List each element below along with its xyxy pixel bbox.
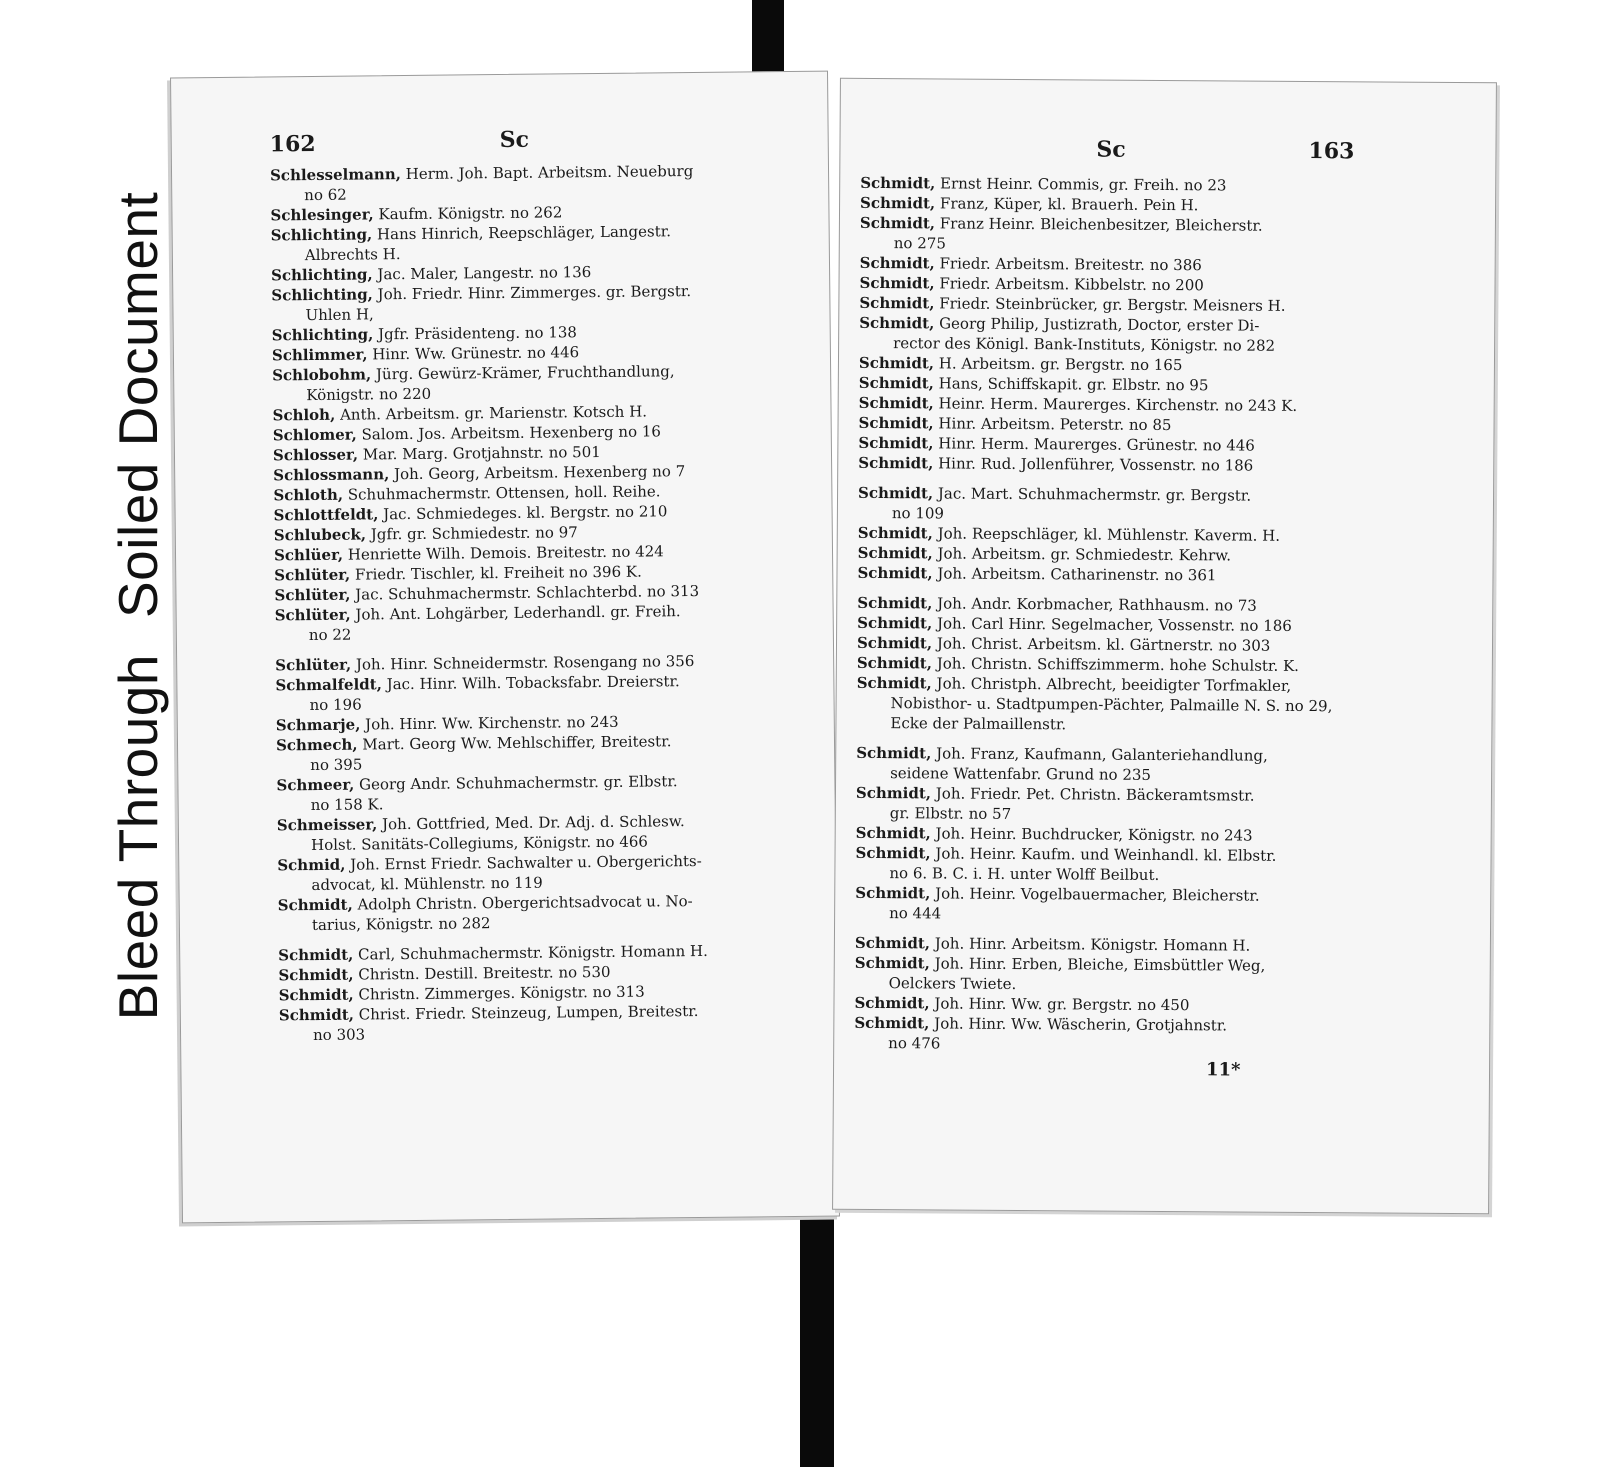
entry-details: Franz, Küper, kl. Brauerh. Pein H.: [935, 194, 1199, 215]
directory-entry: [859, 313, 1357, 356]
entry-continuation: no 444: [889, 904, 942, 923]
entry-details: Joh. Ernst Friedr. Sachwalter u. Obergerichts-: [345, 851, 702, 874]
entry-continuation: Uhlen H,: [305, 305, 374, 325]
entry-name: Schlüter,: [275, 655, 352, 675]
entry-details: Kaufm. Königstr. no 262: [373, 203, 563, 224]
entry-name: Schmalfeldt,: [275, 675, 382, 695]
entry-continuation: no 158 K.: [310, 795, 384, 815]
entry-name: Schlottfeldt,: [273, 505, 379, 525]
entry-name: Schlosser,: [272, 445, 359, 465]
directory-entry: [860, 213, 1358, 256]
entry-details: Jac. Hinr. Wilh. Tobacksfabr. Dreierstr.: [381, 672, 680, 694]
entry-details: Christn. Zimmerges. Königstr. no 313: [353, 982, 645, 1004]
entry-name: Schlomer,: [272, 425, 357, 445]
entry-details: Joh. Christph. Albrecht, beeidigter Torfmakler,: [931, 674, 1292, 695]
entry-name: Schlüter,: [274, 585, 351, 605]
entry-details: Joh. Hinr. Ww. gr. Bergstr. no 450: [929, 994, 1190, 1015]
entry-name: Schmidt,: [857, 543, 933, 563]
entry-name: Schmidt,: [856, 673, 932, 693]
entry-continuation: Holst. Sanitäts-Collegiums, Königstr. no 466: [310, 832, 649, 855]
entry-name: Schmidt,: [859, 313, 935, 333]
entry-details: Jürg. Gewürz-Krämer, Fruchthandlung,: [371, 362, 675, 384]
entry-details: Joh. Ant. Lohgärber, Lederhandl. gr. Freih.: [350, 602, 681, 624]
entry-name: Schmidt,: [278, 945, 354, 965]
entry-details: Jac. Schmiedeges. kl. Bergstr. no 210: [378, 502, 668, 524]
entry-details: Joh. Reepschläger, kl. Mühlenstr. Kaverm. H.: [932, 524, 1281, 545]
entry-name: Schmidt,: [855, 823, 931, 843]
entry-details: Joh. Hinr. Schneidermstr. Rosengang no 356: [351, 652, 695, 674]
entry-continuation: rector des Königl. Bank-Instituts, Königstr. no 282: [893, 334, 1276, 355]
section-header: Sc: [1096, 136, 1126, 163]
entry-details: Georg Philip, Justizrath, Doctor, erster Di-: [934, 314, 1260, 335]
entry-name: Schmidt,: [278, 985, 354, 1005]
page-number: 163: [1308, 137, 1355, 165]
entry-name: Schmidt,: [856, 653, 933, 673]
entry-continuation: seidene Wattenfabr. Grund no 235: [890, 764, 1152, 784]
directory-entry: [272, 360, 812, 406]
entry-details: Jgfr. Präsidenteng. no 138: [373, 323, 578, 344]
entry-details: Jgfr. gr. Schmiedestr. no 97: [365, 523, 578, 544]
entry-name: Schlesselmann,: [269, 165, 402, 185]
entry-details: Friedr. Arbeitsm. Kibbelstr. no 200: [934, 274, 1204, 295]
entry-name: Schlichting,: [270, 225, 373, 245]
entry-details: Joh. Heinr. Buchdrucker, Königstr. no 243: [930, 824, 1253, 845]
entry-details: Anth. Arbeitsm. gr. Marienstr. Kotsch H.: [335, 402, 648, 424]
entry-details: Ernst Heinr. Commis, gr. Freih. no 23: [935, 174, 1227, 195]
entry-details: Franz Heinr. Bleichenbesitzer, Bleicherstr.: [934, 214, 1263, 235]
entry-continuation: no 109: [891, 504, 945, 523]
entry-details: Joh. Friedr. Pet. Christn. Bäckeramtsmstr.: [930, 784, 1255, 805]
stamp-word: Through: [107, 654, 169, 863]
directory-entry: [277, 810, 817, 856]
left-page: [170, 71, 840, 1224]
entry-details: Joh. Franz, Kaufmann, Galanteriehandlung,: [931, 744, 1268, 765]
directory-entry: [858, 483, 1356, 526]
entry-name: Schmidt,: [857, 523, 933, 543]
entry-name: Schlüter,: [274, 605, 351, 625]
directory-entry: [854, 1013, 1352, 1056]
entry-details: Joh. Hinr. Erben, Bleiche, Eimsbüttler Weg,: [929, 954, 1266, 975]
entry-name: Schmidt,: [858, 433, 934, 453]
entry-name: Schmidt,: [855, 883, 931, 903]
entry-details: Joh. Georg, Arbeitsm. Hexenberg no 7: [389, 462, 686, 484]
directory-entry: [275, 670, 815, 716]
entry-details: Hinr. Rud. Jollenführer, Vossenstr. no 186: [933, 454, 1254, 475]
entry-details: Adolph Christn. Obergerichtsadvocat u. No-: [352, 892, 693, 914]
stamp-word: Soiled: [107, 462, 169, 619]
directory-entry: [857, 563, 1355, 586]
directory-entry: [270, 160, 810, 206]
entry-details: Schuhmachermstr. Ottensen, holl. Reihe.: [342, 482, 661, 504]
entry-continuation: no 6. B. C. i. H. unter Wolff Beilbut.: [889, 864, 1160, 884]
entry-details: Jac. Mart. Schuhmachermstr. gr. Bergstr.: [933, 484, 1252, 505]
entry-details: Herm. Joh. Bapt. Arbeitsm. Neueburg: [400, 162, 694, 184]
entry-name: Schlüer,: [273, 545, 344, 565]
entry-details: H. Arbeitsm. gr. Bergstr. no 165: [933, 354, 1183, 375]
directory-entry: [856, 783, 1354, 826]
entry-name: Schlichting,: [271, 285, 373, 305]
entry-details: Joh. Andr. Korbmacher, Rathhausm. no 73: [932, 594, 1257, 615]
directory-entry: [276, 730, 816, 776]
entry-name: Schmidt,: [857, 483, 934, 503]
entry-name: Schmarje,: [275, 715, 361, 735]
entry-name: Schmidt,: [856, 633, 933, 653]
entry-continuation: Nobisthor- u. Stadtpumpen-Pächter, Palmaille N. S. no 29, Ecke der Palmaillenstr.: [890, 694, 1333, 734]
entry-details: Hans Hinrich, Reepschläger, Langestr.: [372, 222, 672, 244]
entry-name: Schmidt,: [857, 563, 933, 583]
entry-details: Friedr. Steinbrücker, gr. Bergstr. Meisners H.: [934, 294, 1286, 315]
entry-name: Schlüter,: [274, 565, 351, 585]
entry-details: Mar. Marg. Grotjahnstr. no 501: [357, 442, 601, 464]
entry-name: Schmech,: [275, 735, 358, 755]
directory-entry: [856, 673, 1354, 736]
entry-name: Schmidt,: [278, 1005, 355, 1025]
entry-name: Schmidt,: [858, 373, 934, 393]
entry-details: Joh. Hinr. Ww. Kirchenstr. no 243: [360, 712, 619, 734]
directory-entry: [279, 1000, 819, 1046]
entry-name: Schmidt,: [855, 843, 931, 863]
entry-name: Schmidt,: [860, 193, 936, 213]
entry-details: Joh. Friedr. Hinr. Zimmerges. gr. Bergstr.: [372, 282, 692, 304]
entry-continuation: no 275: [893, 234, 946, 253]
entry-name: Schloth,: [273, 485, 344, 505]
entry-details: Christn. Destill. Breitestr. no 530: [353, 962, 611, 984]
entry-name: Schmidt,: [859, 253, 935, 273]
directory-entry: [856, 743, 1354, 786]
entry-continuation: tarius, Königstr. no 282: [311, 914, 491, 935]
entry-details: Hinr. Ww. Grünestr. no 446: [367, 343, 580, 364]
entry-details: Mart. Georg Ww. Mehlschiffer, Breitestr.: [357, 732, 672, 754]
entry-details: Friedr. Arbeitsm. Breitestr. no 386: [934, 254, 1202, 275]
entry-details: Joh. Christ. Arbeitsm. kl. Gärtnerstr. no 303: [932, 634, 1271, 655]
entry-details: Joh. Christn. Schiffszimmerm. hohe Schulstr. K.: [931, 654, 1300, 675]
page-number: 162: [269, 130, 316, 158]
entry-name: Schmidt,: [859, 273, 935, 293]
entry-details: Joh. Arbeitsm. Catharinenstr. no 361: [932, 564, 1217, 585]
entry-name: Schmidt,: [854, 953, 930, 973]
entry-details: Joh. Hinr. Ww. Wäscherin, Grotjahnstr.: [929, 1014, 1228, 1035]
entry-name: Schlimmer,: [271, 345, 368, 365]
spine-shadow-bottom: [800, 1214, 834, 1467]
entry-name: Schmidt,: [855, 783, 932, 803]
entry-name: Schlesinger,: [270, 205, 374, 225]
entry-name: Schlossmann,: [273, 465, 390, 485]
entry-name: Schmidt,: [854, 1013, 930, 1033]
entry-name: Schmeisser,: [276, 815, 378, 835]
entry-continuation: Königstr. no 220: [306, 384, 432, 405]
entry-details: Joh. Heinr. Vogelbauermacher, Bleicherstr.: [930, 884, 1260, 905]
directory-entry: [277, 850, 817, 896]
entry-continuation: Oelckers Twiete.: [888, 974, 1017, 993]
entry-continuation: no 62: [304, 185, 347, 205]
entry-details: Hinr. Herm. Maurerges. Grünestr. no 446: [933, 434, 1255, 455]
entry-details: Friedr. Tischler, kl. Freiheit no 396 K.: [350, 562, 642, 584]
entry-continuation: no 303: [312, 1025, 366, 1045]
entry-name: Schmidt,: [858, 393, 934, 413]
section-header: Sc: [499, 126, 530, 154]
entry-name: Schmidt,: [859, 213, 936, 233]
entry-name: Schlubeck,: [273, 525, 367, 545]
entry-details: Joh. Heinr. Kaufm. und Weinhandl. kl. Elbstr.: [930, 844, 1277, 865]
stamp-word: Bleed: [107, 877, 169, 1021]
entry-continuation: no 395: [310, 755, 363, 775]
entry-name: Schmidt,: [854, 993, 930, 1013]
spine-shadow-top: [752, 0, 784, 76]
directory-entry: [276, 770, 816, 816]
entry-continuation: no 22: [308, 625, 352, 645]
entry-name: Schlichting,: [271, 265, 373, 285]
entry-list: [854, 173, 1358, 1056]
entry-name: Schmid,: [277, 855, 346, 875]
entry-details: Hans, Schiffskapit. gr. Elbstr. no 95: [933, 374, 1209, 395]
entry-name: Schmidt,: [858, 353, 935, 373]
entry-details: Carl, Schuhmachermstr. Königstr. Homann H.: [353, 941, 708, 964]
directory-entry: [855, 883, 1353, 926]
entry-name: Schlobohm,: [272, 365, 372, 385]
entry-name: Schmidt,: [856, 743, 932, 763]
entry-name: Schmidt,: [858, 453, 934, 473]
entry-details: Joh. Gottfried, Med. Dr. Adj. d. Schlesw.: [377, 812, 685, 834]
entry-details: Georg Andr. Schuhmachermstr. gr. Elbstr.: [354, 772, 678, 794]
entry-details: Jac. Schuhmachermstr. Schlachterbd. no 313: [350, 581, 700, 604]
entry-name: Schmidt,: [857, 613, 933, 633]
entry-continuation: no 196: [309, 695, 362, 715]
entry-name: Schmidt,: [277, 895, 353, 915]
directory-entry: [275, 600, 815, 646]
entry-name: Schmidt,: [857, 593, 933, 613]
directory-entry: [855, 843, 1353, 886]
entry-continuation: Albrechts H.: [304, 245, 401, 265]
entry-details: Christ. Friedr. Steinzeug, Lumpen, Breitestr.: [353, 1001, 699, 1024]
entry-continuation: advocat, kl. Mühlenstr. no 119: [311, 873, 543, 895]
directory-entry: [278, 890, 818, 936]
entry-details: Heinr. Herm. Maurerges. Kirchenstr. no 243 K.: [933, 394, 1298, 415]
entry-details: Henriette Wilh. Demois. Breitestr. no 424: [342, 542, 664, 564]
entry-name: Schloh,: [272, 405, 336, 425]
directory-entry: [271, 220, 811, 266]
entry-continuation: no 476: [888, 1034, 941, 1053]
directory-entry: [858, 453, 1356, 476]
entry-details: Joh. Hinr. Arbeitsm. Königstr. Homann H.: [929, 934, 1251, 955]
right-page: [832, 78, 1497, 1215]
bleed-through-stamp: [106, 192, 170, 1021]
entry-details: Jac. Maler, Langestr. no 136: [372, 263, 592, 284]
entry-name: Schlichting,: [271, 325, 374, 345]
directory-entry: [271, 280, 811, 326]
entry-name: Schmidt,: [278, 965, 354, 985]
entry-name: Schmidt,: [854, 933, 931, 953]
entry-name: Schmeer,: [276, 775, 355, 795]
entry-details: Salom. Jos. Arbeitsm. Hexenberg no 16: [356, 422, 662, 444]
signature-mark: 11*: [1205, 1059, 1241, 1081]
entry-details: Joh. Arbeitsm. gr. Schmiedestr. Kehrw.: [932, 544, 1232, 565]
directory-entry: [855, 953, 1353, 996]
entry-name: Schmidt,: [860, 173, 936, 193]
entry-list: [270, 160, 819, 1046]
entry-details: Hinr. Arbeitsm. Peterstr. no 85: [933, 414, 1172, 435]
entry-continuation: gr. Elbstr. no 57: [889, 804, 1012, 823]
stamp-word: Document: [107, 191, 169, 447]
entry-details: Joh. Carl Hinr. Segelmacher, Vossenstr. no 186: [932, 614, 1292, 635]
entry-name: Schmidt,: [858, 413, 934, 433]
entry-name: Schmidt,: [859, 293, 935, 313]
